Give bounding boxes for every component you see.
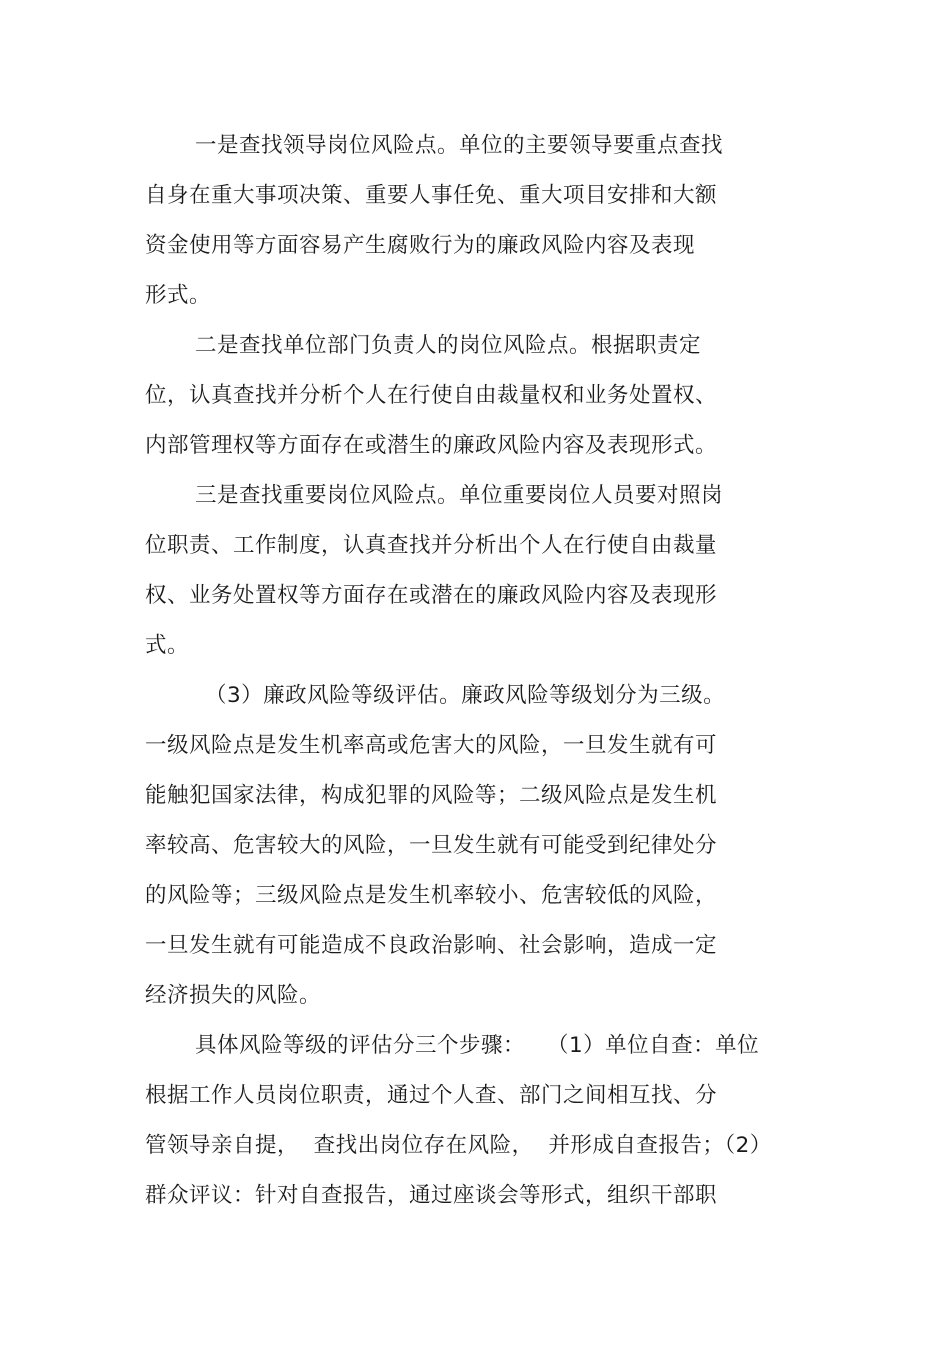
paragraph-3-line-2: 位职责、工作制度，认真查找并分析出个人在行使自由裁量 xyxy=(145,533,718,558)
paragraph-5-line-2: 根据工作人员岗位职责，通过个人查、部门之间相互找、分 xyxy=(145,1083,718,1108)
paragraph-4-line-2: 一级风险点是发生机率高或危害大的风险，一旦发生就有可 xyxy=(145,733,718,758)
paragraph-1-line-4: 形式。 xyxy=(145,283,212,308)
paragraph-4-line-4: 率较高、危害较大的风险，一旦发生就有可能受到纪律处分 xyxy=(145,833,718,858)
paragraph-4-line-6: 一旦发生就有可能造成不良政治影响、社会影响，造成一定 xyxy=(145,933,718,958)
paragraph-2-line-3: 内部管理权等方面存在或潜生的廉政风险内容及表现形式。 xyxy=(145,433,718,458)
paragraph-4-line-7: 经济损失的风险。 xyxy=(145,983,322,1008)
paragraph-4-line-3: 能触犯国家法律，构成犯罪的风险等；二级风险点是发生机 xyxy=(145,783,718,808)
paragraph-3-line-3: 权、业务处置权等方面存在或潜在的廉政风险内容及表现形 xyxy=(145,583,718,608)
paragraph-5-line-3: 管领导亲自提， 查找出岗位存在风险， 并形成自查报告；（2） xyxy=(145,1133,772,1158)
paragraph-3-line-4: 式。 xyxy=(145,633,190,658)
paragraph-2-line-1: 二是查找单位部门负责人的岗位风险点。根据职责定 xyxy=(195,333,702,358)
paragraph-3-line-1: 三是查找重要岗位风险点。单位重要岗位人员要对照岗 xyxy=(195,483,724,508)
paragraph-4-line-5: 的风险等；三级风险点是发生机率较小、危害较低的风险， xyxy=(145,883,718,908)
paragraph-1-line-2: 自身在重大事项决策、重要人事任免、重大项目安排和大额 xyxy=(145,183,718,208)
paragraph-2-line-2: 位，认真查找并分析个人在行使自由裁量权和业务处置权、 xyxy=(145,383,718,408)
paragraph-4-line-1: （3）廉政风险等级评估。廉政风险等级划分为三级。 xyxy=(205,683,726,708)
paragraph-5-line-4: 群众评议：针对自查报告，通过座谈会等形式，组织干部职 xyxy=(145,1183,718,1208)
paragraph-5-line-1: 具体风险等级的评估分三个步骤： （1）单位自查：单位 xyxy=(195,1033,760,1058)
paragraph-1-line-3: 资金使用等方面容易产生腐败行为的廉政风险内容及表现 xyxy=(145,233,696,258)
paragraph-1-line-1: 一是查找领导岗位风险点。单位的主要领导要重点查找 xyxy=(195,133,724,158)
